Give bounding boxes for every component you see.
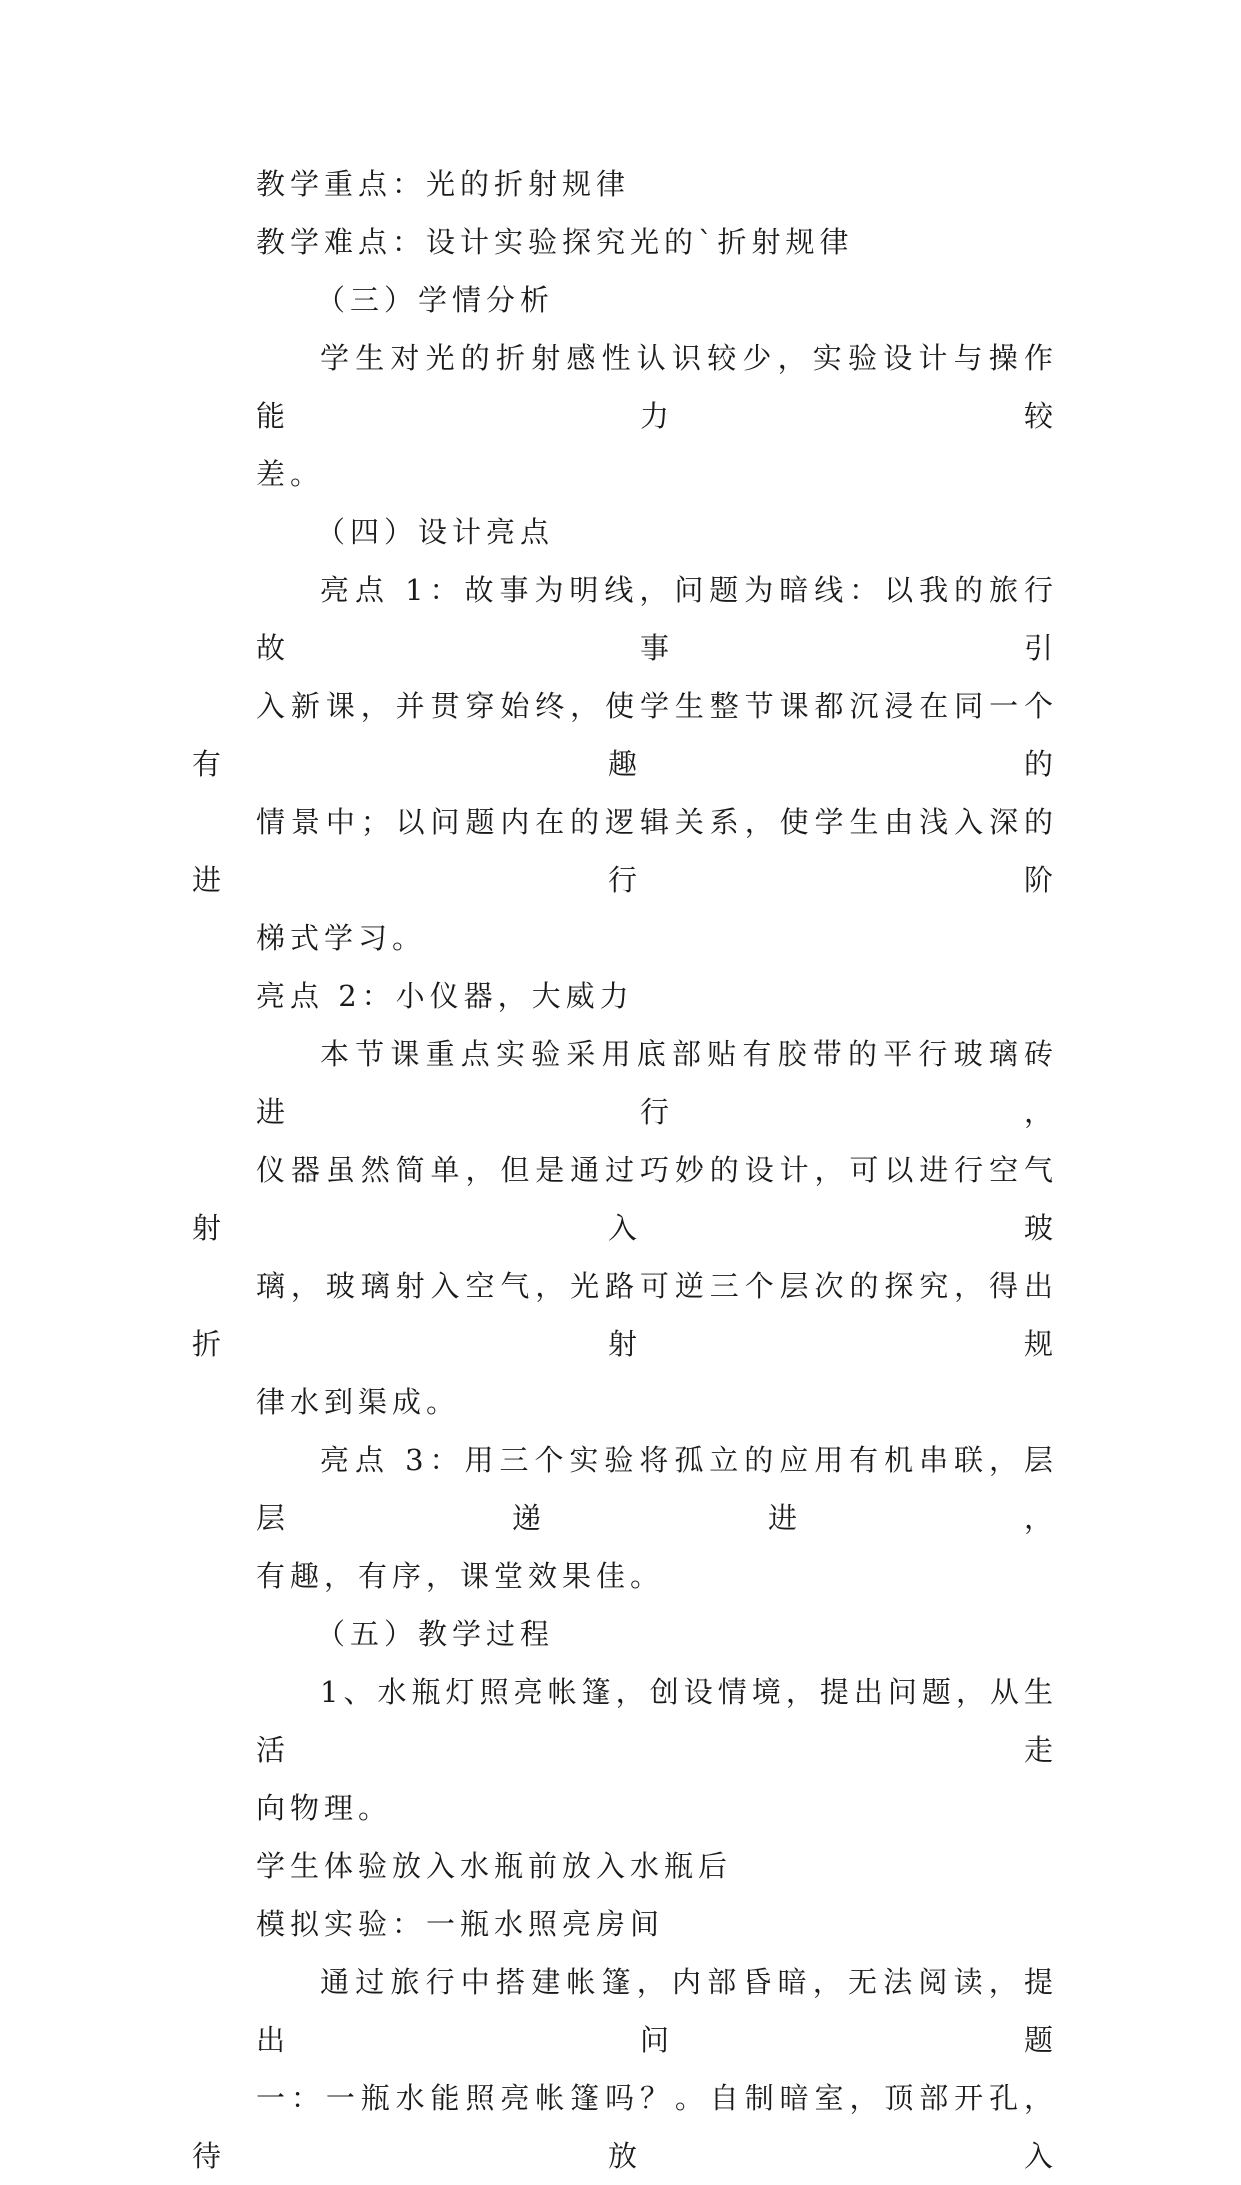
text-line: 向物理。 (256, 1791, 393, 1825)
text-line: 1、水瓶灯照亮帐篷，创设情境，提出问题，从生活走 (256, 1675, 1058, 1767)
text-line: 有趣，有序，课堂效果佳。 (256, 1559, 665, 1593)
paragraph-student-analysis (192, 329, 1058, 503)
text-line: 入新课，并贯穿始终，使学生整节课都沉浸在同一个有趣的 (192, 689, 1058, 781)
text-line: 通过旅行中搭建帐篷，内部昏暗，无法阅读，提出问题 (256, 1965, 1058, 2057)
paragraph-question-one (192, 1953, 1058, 2185)
text-line: 一：一瓶水能照亮帐篷吗？。自制暗室，顶部开孔，待放入 (192, 2081, 1058, 2173)
section-heading: （三）学情分析 (316, 283, 555, 317)
text-line: 亮点 2：小仪器，大威力 (256, 979, 634, 1013)
paragraph-highlight-3 (192, 1431, 1058, 1605)
section-heading: （五）教学过程 (316, 1617, 555, 1651)
paragraph-highlight-2-body (192, 1025, 1058, 1431)
text-line: 本节课重点实验采用底部贴有胶带的平行玻璃砖进行， (256, 1037, 1058, 1129)
text-line: 亮点 1：故事为明线，问题为暗线：以我的旅行故事引 (256, 573, 1058, 665)
paragraph-step-1 (192, 1663, 1058, 1837)
paragraph-teaching-difficulty (192, 213, 1058, 271)
paragraph-highlight-1 (192, 561, 1058, 967)
paragraph-teaching-focus (192, 155, 1058, 213)
text-line: 模拟实验：一瓶水照亮房间 (256, 1907, 665, 1941)
paragraph-highlight-2-title (192, 967, 1058, 1025)
text-line: 璃，玻璃射入空气，光路可逆三个层次的探究，得出折射规 (192, 1269, 1058, 1361)
text-line: 律水到渠成。 (256, 1385, 461, 1419)
text-line: 教学重点：光的折射规律 (256, 167, 631, 201)
section-heading: （四）设计亮点 (316, 515, 555, 549)
text-line: 仪器虽然简单，但是通过巧妙的设计，可以进行空气射入玻 (192, 1153, 1058, 1245)
text-line: 情景中；以问题内在的逻辑关系，使学生由浅入深的进行阶 (192, 805, 1058, 897)
text-line: 差。 (256, 457, 325, 491)
text-line: 梯式学习。 (256, 921, 427, 955)
document-body (192, 155, 1058, 2185)
text-line: 亮点 3：用三个实验将孤立的应用有机串联，层层递进， (256, 1443, 1058, 1535)
text-line: 学生对光的折射感性认识较少，实验设计与操作能力较 (256, 341, 1058, 433)
heading-student-analysis (192, 271, 1058, 329)
paragraph-simulation (192, 1895, 1058, 1953)
text-line: 教学难点：设计实验探究光的`折射规律 (256, 225, 854, 259)
heading-design-highlights (192, 503, 1058, 561)
heading-teaching-process (192, 1605, 1058, 1663)
paragraph-student-experience (192, 1837, 1058, 1895)
text-line: 学生体验放入水瓶前放入水瓶后 (256, 1849, 733, 1883)
